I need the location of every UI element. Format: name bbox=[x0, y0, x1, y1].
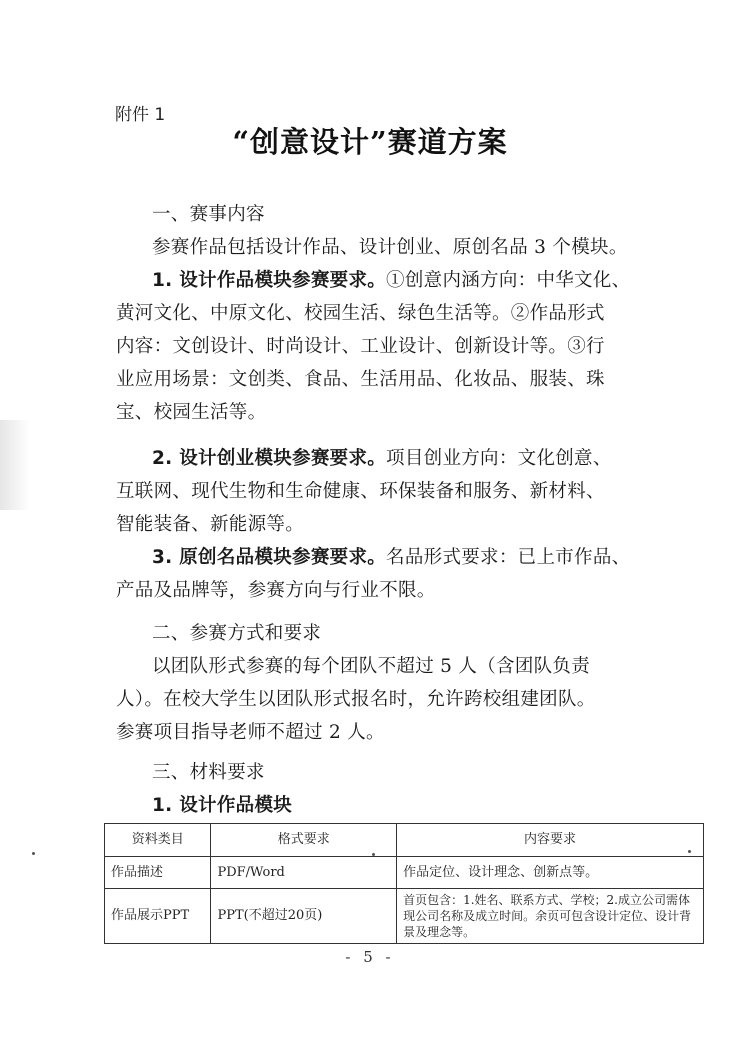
paragraph-line: 参赛项目指导老师不超过 2 人。 bbox=[116, 722, 385, 743]
section-heading-1: 一、赛事内容 bbox=[152, 204, 265, 225]
subsection-heading: 2. 设计创业模块参赛要求。 bbox=[152, 448, 387, 469]
scan-speck bbox=[32, 852, 35, 855]
table-header-cell: 资料类目 bbox=[105, 824, 211, 857]
section-heading-2: 二、参赛方式和要求 bbox=[152, 623, 322, 644]
scan-shadow bbox=[0, 420, 30, 510]
paragraph-line bbox=[152, 542, 672, 573]
paragraph-text: 名品形式要求：已上市作品、 bbox=[386, 547, 631, 568]
table-cell: 首页包含：1.姓名、联系方式、学校；2.成立公司需体现公司名称及成立时间。余页可包含设计定位、设计背景及理念等。 bbox=[397, 889, 704, 944]
paragraph-line: 互联网、现代生物和生命健康、环保装备和服务、新材料、 bbox=[116, 481, 605, 502]
table-cell: 作品定位、设计理念、创新点等。 bbox=[397, 857, 704, 889]
page-title: “创意设计”赛道方案 bbox=[232, 125, 508, 159]
paragraph-line: 黄河文化、中原文化、校园生活、绿色生活等。②作品形式 bbox=[116, 303, 605, 324]
page-number: - 5 - bbox=[345, 948, 395, 966]
subsection-heading: 1. 设计作品模块 bbox=[152, 795, 293, 816]
paragraph-line: 智能装备、新能源等。 bbox=[116, 514, 305, 535]
paragraph-line: 人）。在校大学生以团队形式报名时，允许跨校组建团队。 bbox=[116, 689, 596, 710]
paragraph-line: 宝、校园生活等。 bbox=[116, 402, 267, 423]
paragraph-line: 产品及品牌等，参赛方向与行业不限。 bbox=[116, 580, 436, 601]
table-header-cell: 内容要求 bbox=[397, 824, 704, 857]
section-heading-3: 三、材料要求 bbox=[152, 762, 265, 783]
paragraph-line: 内容：文创设计、时尚设计、工业设计、创新设计等。③行 bbox=[116, 336, 605, 357]
paragraph-line bbox=[152, 443, 672, 474]
paragraph-line: 参赛作品包括设计作品、设计创业、原创名品 3 个模块。 bbox=[152, 237, 628, 258]
requirements-table bbox=[104, 823, 704, 944]
table-row bbox=[105, 889, 704, 944]
table-cell: PDF/Word bbox=[211, 857, 397, 889]
table-cell: PPT(不超过20页) bbox=[211, 889, 397, 944]
table-header-cell: 格式要求 bbox=[211, 824, 397, 857]
paragraph-text: ①创意内涵方向：中华文化、 bbox=[386, 270, 631, 291]
table-row bbox=[105, 857, 704, 889]
table-cell: 作品描述 bbox=[105, 857, 211, 889]
table-cell: 作品展示PPT bbox=[105, 889, 211, 944]
table-header-row bbox=[105, 824, 704, 857]
subsection-heading: 3. 原创名品模块参赛要求。 bbox=[152, 547, 387, 568]
paragraph-line: 业应用场景：文创类、食品、生活用品、化妆品、服装、珠 bbox=[116, 369, 605, 390]
paragraph-line: 以团队形式参赛的每个团队不超过 5 人（含团队负责 bbox=[152, 656, 591, 677]
attachment-label: 附件 1 bbox=[115, 105, 166, 125]
subsection-heading: 1. 设计作品模块参赛要求。 bbox=[152, 270, 387, 291]
paragraph-line bbox=[152, 265, 672, 296]
paragraph-text: 项目创业方向：文化创意、 bbox=[386, 448, 612, 469]
